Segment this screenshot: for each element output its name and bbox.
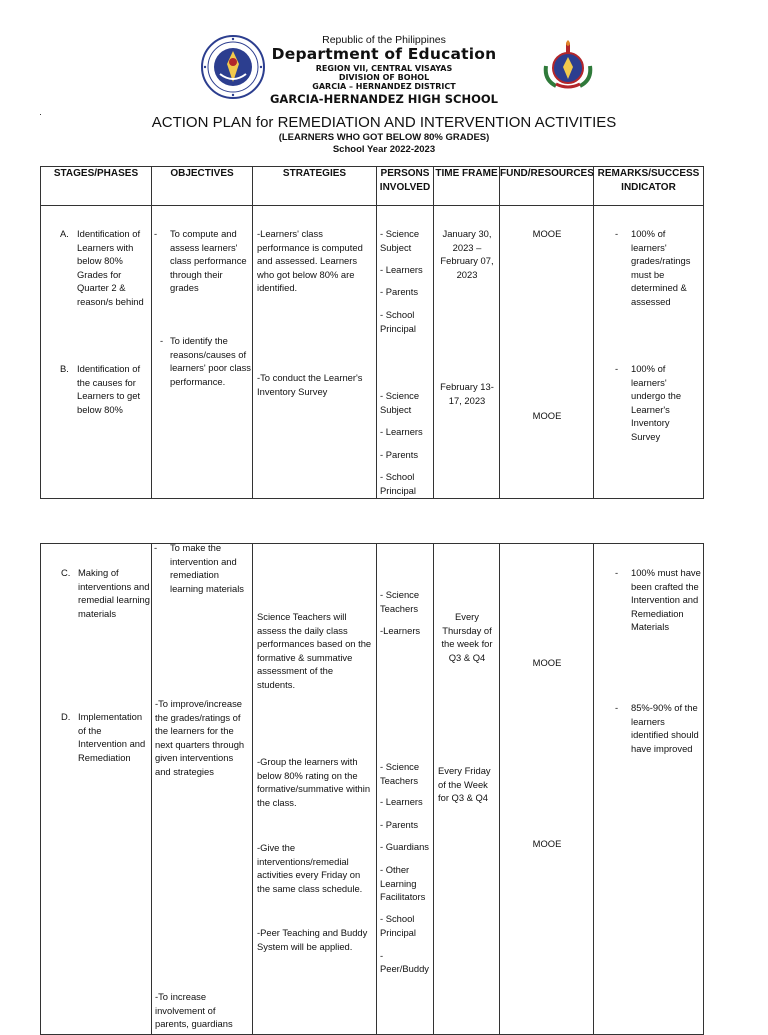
stage-b-letter: B. <box>60 363 69 374</box>
bullet-dash: - <box>154 542 158 553</box>
stage-c-letter: C. <box>61 567 71 578</box>
department-name: Department of Education <box>271 45 497 63</box>
col-header-persons: PERSONS INVOLVED <box>377 167 434 206</box>
col-header-remarks: REMARKS/SUCCESS INDICATOR <box>594 167 704 206</box>
bullet-dash: - <box>615 363 619 374</box>
col-header-stages: STAGES/PHASES <box>41 167 152 206</box>
time-frame-2: Every Friday of the Week for Q3 & Q4 <box>438 765 491 803</box>
persons-item: - Science Teachers <box>380 589 420 614</box>
col-header-time-frame: TIME FRAME <box>434 167 500 206</box>
objective-2: To identify the reasons/causes of learners' poor class performance. <box>170 335 251 387</box>
remark-2: 100% of learners' undergo the Learner's Inventory Survey <box>631 363 682 442</box>
persons-item: - Parents <box>380 449 419 460</box>
plan-title: ACTION PLAN for REMEDIATION AND INTERVENTION ACTIVITIES <box>151 114 617 131</box>
stage-a-letter: A. <box>60 228 69 239</box>
persons-item: - School Principal <box>380 309 416 334</box>
school-year: School Year 2022-2023 <box>332 144 436 155</box>
remark-1: 100% of learners' grades/ratings must be determined & assessed <box>631 228 691 307</box>
objective-1: To compute and assess learners' class performance through their grades <box>170 228 247 293</box>
persons-item: - <box>380 950 384 961</box>
bullet-dash: - <box>615 567 619 578</box>
fund-2: MOOE <box>532 838 562 849</box>
bullet-dash: - <box>160 335 164 346</box>
strategy-3: -Give the interventions/remedial activities every Friday on the same class schedule. <box>257 842 363 894</box>
persons-item: - School Principal <box>380 913 416 938</box>
col-header-strategies: STRATEGIES <box>253 167 377 206</box>
strategy-2: -To conduct the Learner's Inventory Survey <box>257 372 363 397</box>
stage-b-text: Identification of the causes for Learners to get below 80% <box>77 363 141 415</box>
strategy-2: -Group the learners with below 80% rating on the formative/summative within the class. <box>257 756 371 808</box>
persons-item: - Learners <box>380 264 423 275</box>
bullet-dash: - <box>154 228 158 239</box>
stage-c-text: Making of interventions and remedial learning materials <box>78 567 150 619</box>
persons-item: - Guardians <box>380 841 429 852</box>
district-line: GARCIA – HERNANDEZ DISTRICT <box>312 82 456 91</box>
strategy-1: -Learners' class performance is computed and assessed. Learners who got below 80% are identified. <box>257 228 363 293</box>
strategy-1: Science Teachers will assess the daily class performances based on the formative & summative assessment of the students. <box>257 611 372 690</box>
table-header-row <box>41 167 704 206</box>
objective-3: -To increase involvement of parents, guardians <box>155 991 233 1029</box>
time-frame-2: February 13-17, 2023 <box>440 381 494 406</box>
fund-2: MOOE <box>532 410 562 421</box>
fund-1: MOOE <box>532 657 562 668</box>
col-header-objectives: OBJECTIVES <box>152 167 253 206</box>
bullet-dash: - <box>615 702 619 713</box>
persons-item: Peer/Buddy <box>380 963 429 974</box>
col-header-fund: FUND/RESOURCES <box>500 167 594 206</box>
plan-subtitle: (LEARNERS WHO GOT BELOW 80% GRADES) <box>278 132 490 143</box>
fund-1: MOOE <box>532 228 562 239</box>
republic-line: Republic of the Philippines <box>322 34 446 46</box>
persons-item: - Learners <box>380 796 423 807</box>
stray-mark: · <box>39 109 42 119</box>
persons-item: - Other Learning Facilitators <box>380 864 426 902</box>
stage-d-text: Implementation of the Intervention and Remediation <box>78 711 146 763</box>
school-name: GARCIA-HERNANDEZ HIGH SCHOOL <box>269 92 498 106</box>
persons-item: - Parents <box>380 286 419 297</box>
division-line: DIVISION OF BOHOL <box>338 73 430 82</box>
table-row <box>41 544 704 1035</box>
remark-1: 100% must have been crafted the Intervention and Remediation Materials <box>631 567 701 632</box>
bullet-dash: - <box>615 228 619 239</box>
persons-item: - Science Subject <box>380 390 420 415</box>
action-plan-table-1 <box>40 166 704 499</box>
time-frame-1: Every Thursday of the week for Q3 & Q4 <box>441 611 493 663</box>
persons-item: - Science Subject <box>380 228 420 253</box>
time-frame-1: January 30, 2023 – February 07, 2023 <box>440 228 494 280</box>
persons-item: - Learners <box>380 426 423 437</box>
persons-item: -Learners <box>380 625 421 636</box>
region-line: REGION VII, CENTRAL VISAYAS <box>315 64 453 73</box>
objective-1: To make the intervention and remediation learning materials <box>170 542 244 594</box>
stage-d-letter: D. <box>61 711 71 722</box>
remark-2: 85%-90% of the learners identified should have improved <box>631 702 699 754</box>
stage-a-text: Identification of Learners with below 80% Grades for Quarter 2 & reason/s behind <box>77 228 144 307</box>
persons-item: - Parents <box>380 819 419 830</box>
strategy-4: -Peer Teaching and Buddy System will be applied. <box>257 927 368 952</box>
table-row <box>41 206 704 499</box>
persons-item: - Science Teachers <box>380 761 420 786</box>
action-plan-table-2 <box>40 543 704 1035</box>
objective-2: -To improve/increase the grades/ratings of the learners for the next quarters through given interventions and strategies <box>155 698 245 777</box>
persons-item: - School Principal <box>380 471 416 496</box>
